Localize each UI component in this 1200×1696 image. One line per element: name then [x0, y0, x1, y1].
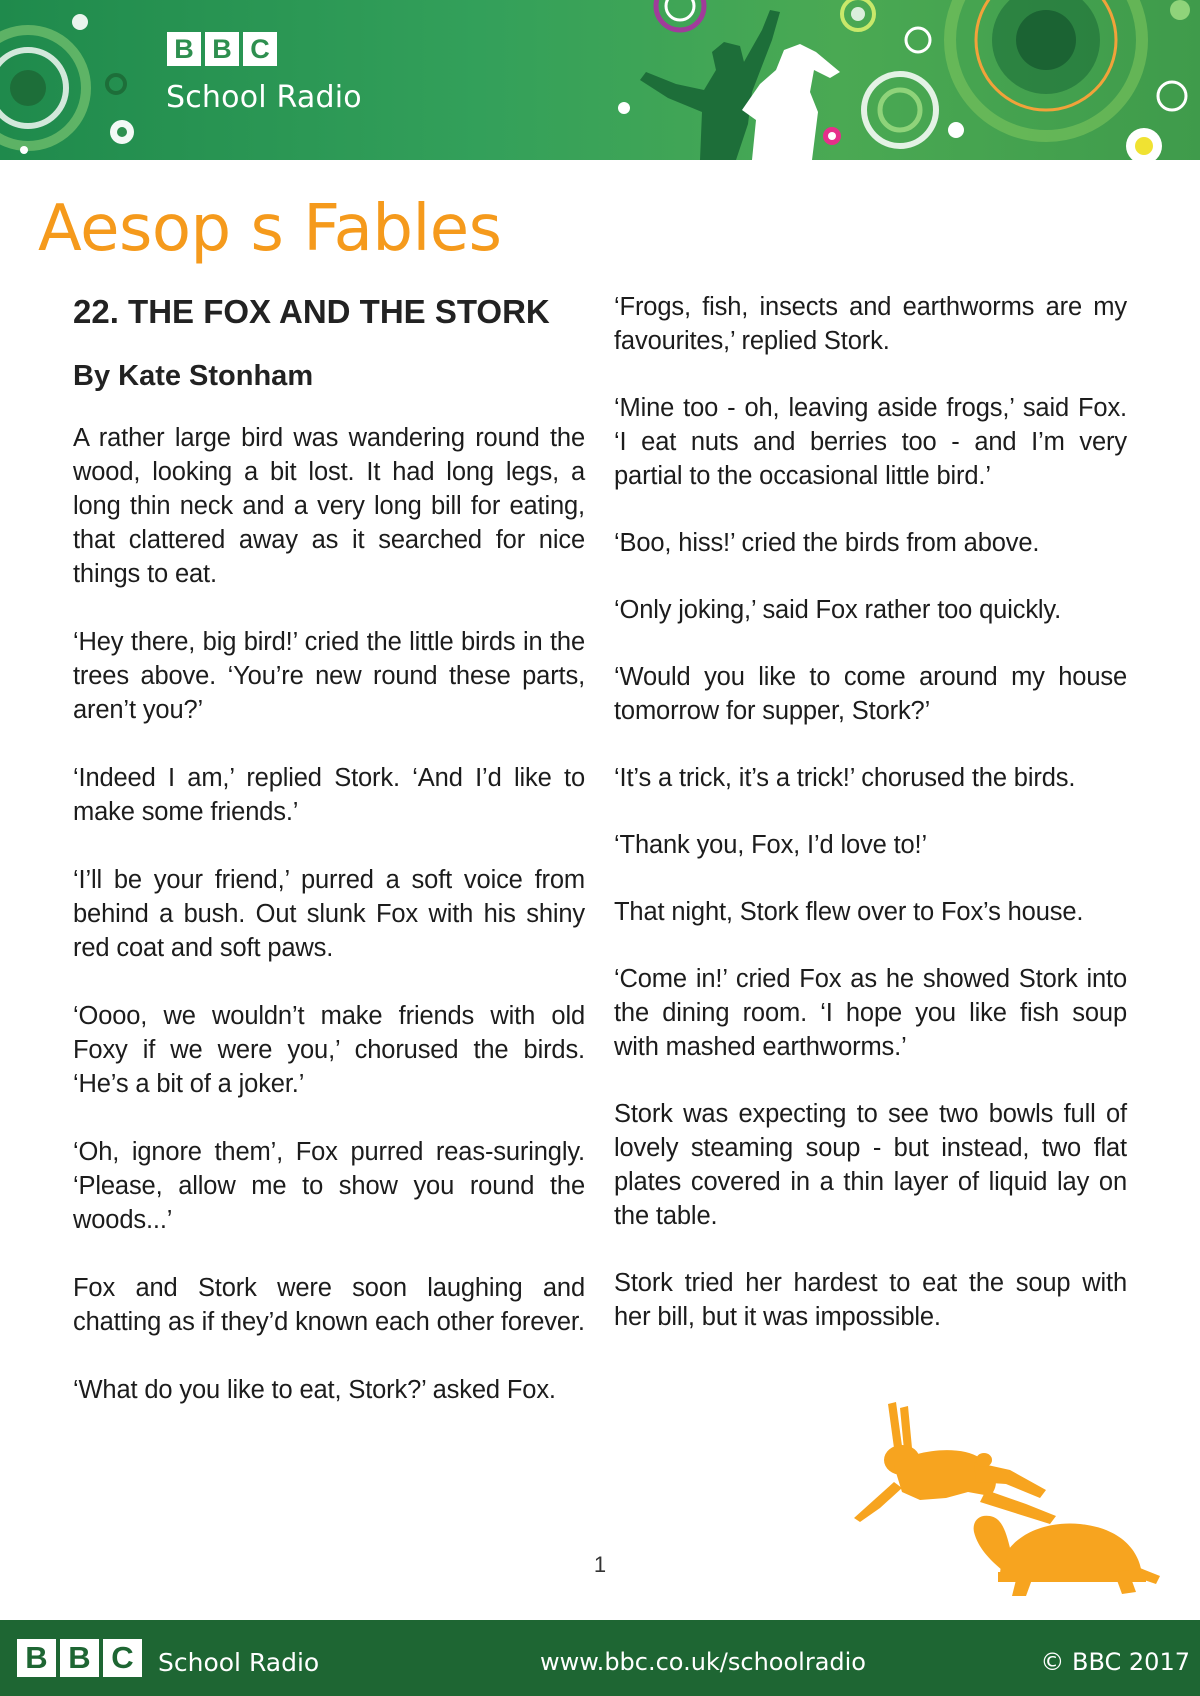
footer-bbc-logo[interactable]: [17, 1639, 142, 1677]
paragraph: ‘Thank you, Fox, I’d love to!’: [614, 831, 927, 859]
story-title: 22. THE FOX AND THE STORK: [73, 293, 550, 330]
bbc-logo-letter: C: [103, 1639, 142, 1677]
hare-icon: [854, 1402, 1056, 1524]
bbc-logo-letter: B: [205, 32, 239, 66]
series-title: Aesop s Fables: [38, 192, 502, 266]
tortoise-icon: [974, 1516, 1160, 1596]
left-column: [73, 290, 585, 1407]
right-column: [614, 290, 1127, 1334]
footer-copyright: © BBC 2017: [1040, 1648, 1190, 1676]
paragraph: Stork tried her hardest to eat the soup with her bill, but it was impossible.: [614, 1269, 1127, 1331]
page-number: 1: [593, 1552, 607, 1577]
paragraph: ‘Come in!’ cried Fox as he showed Stork into the dining room. ‘I hope you like fish soup with mashed earthworms.’: [614, 965, 1127, 1061]
children-silhouette-icon: [640, 10, 840, 160]
paragraph: ‘Only joking,’ said Fox rather too quickly.: [614, 596, 1062, 624]
paragraph: ‘I’ll be your friend,’ purred a soft voice from behind a bush. Out slunk Fox with his shiny red coat and soft paws.: [73, 866, 585, 962]
footer-bar: [0, 1620, 1200, 1696]
hare-and-tortoise-illustration: [850, 1400, 1170, 1610]
bbc-logo-letter: B: [60, 1639, 99, 1677]
header-title: School Radio: [166, 80, 362, 115]
paragraph: ‘Boo, hiss!’ cried the birds from above.: [614, 529, 1040, 557]
paragraph: ‘Indeed I am,’ replied Stork. ‘And I’d like to make some friends.’: [73, 764, 585, 826]
paragraph: ‘Frogs, fish, insects and earthworms are my favourites,’ replied Stork.: [614, 293, 1127, 355]
paragraph: A rather large bird was wandering round the wood, looking a bit lost. It had long legs, a long thin neck and a very long bill for eating, that clattered away as it searched for nice things to eat.: [73, 424, 585, 588]
paragraph: Stork was expecting to see two bowls full of lovely steaming soup - but instead, two flat plates covered in a thin layer of liquid lay on the table.: [614, 1100, 1127, 1230]
paragraph: Fox and Stork were soon laughing and chatting as if they’d known each other forever.: [73, 1274, 585, 1336]
paragraph: ‘Would you like to come around my house tomorrow for supper, Stork?’: [614, 663, 1127, 725]
bbc-logo[interactable]: [167, 32, 277, 66]
paragraph: ‘Oooo, we wouldn’t make friends with old Foxy if we were you,’ chorused the birds. ‘He’s a bit of a joker.’: [73, 1002, 585, 1098]
paragraph: ‘It’s a trick, it’s a trick!’ chorused the birds.: [614, 764, 1076, 792]
bbc-logo-letter: B: [167, 32, 201, 66]
header-banner: [0, 0, 1200, 160]
bbc-logo-letter: B: [17, 1639, 56, 1677]
paragraph: ‘Oh, ignore them’, Fox purred reas-suringly. ‘Please, allow me to show you round the woods...’: [73, 1138, 585, 1234]
footer-url-link[interactable]: www.bbc.co.uk/schoolradio: [540, 1648, 866, 1676]
paragraph: ‘What do you like to eat, Stork?’ asked Fox.: [73, 1376, 556, 1404]
footer-title: School Radio: [158, 1648, 320, 1677]
byline: By Kate Stonham: [73, 360, 314, 392]
paragraph: That night, Stork flew over to Fox’s house.: [614, 898, 1084, 926]
bbc-logo-letter: C: [243, 32, 277, 66]
paragraph: ‘Mine too - oh, leaving aside frogs,’ said Fox. ‘I eat nuts and berries too - and I’m very partial to the occasional little bird.’: [614, 394, 1127, 490]
paragraph: ‘Hey there, big bird!’ cried the little birds in the trees above. ‘You’re new round these parts, aren’t you?’: [73, 628, 585, 724]
